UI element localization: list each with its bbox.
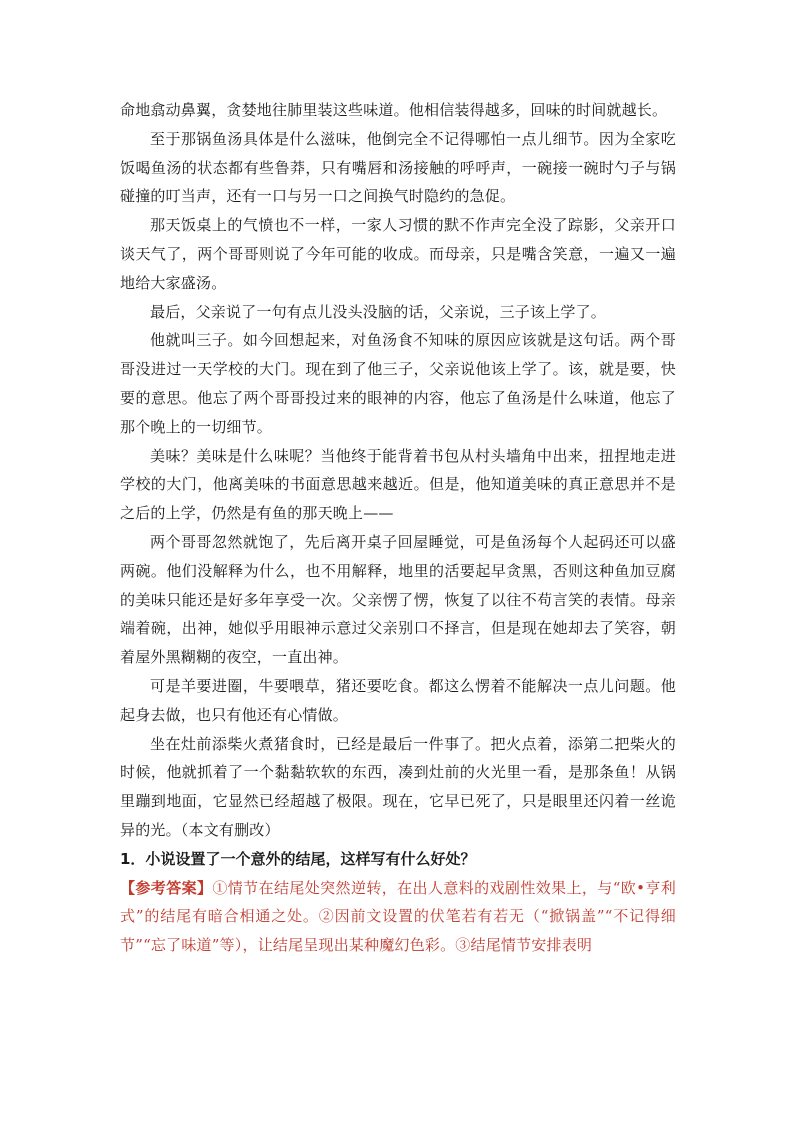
paragraph-9: 坐在灶前添柴火煮猪食时，已经是最后一件事了。把火点着，添第二把柴火的时候，他就抓着了一个黏黏软软的东西，凑到灶前的火光里一看，是那条鱼！从锅里蹦到地面，它显然已经超越了极限。现在，它早已死了，只是眼里还闪着一丝诡异的光。（本文有删改） bbox=[120, 734, 676, 839]
answer-text: ①情节在结尾处突然逆转，在出人意料的戏剧性效果上，与“欧•亨利式”的结尾有暗合相通之处。②因前文设置的伏笔若有若无（“掀锅盖”“不记得细节”“忘了味道”等），让结尾呈现出某种魔幻色彩。③结尾情节安排表明 bbox=[120, 878, 676, 955]
paragraph-2: 至于那锅鱼汤具体是什么滋味，他倒完全不记得哪怕一点儿细节。因为全家吃饭喝鱼汤的状态都有些鲁莽，只有嘴唇和汤接触的呼呼声，一碗接一碗时勺子与锅碰撞的叮当声，还有一口与另一口之间换气时隐约的急促。 bbox=[120, 129, 676, 206]
paragraph-4: 最后，父亲说了一句有点儿没头没脑的话，父亲说，三子该上学了。 bbox=[150, 302, 607, 321]
answer-label: 【参考答案】 bbox=[120, 878, 213, 897]
document-content bbox=[120, 96, 676, 960]
paragraph-7: 两个哥哥忽然就饱了，先后离开桌子回屋睡觉，可是鱼汤每个人起码还可以盛两碗。他们没解释为什么，也不用解释，地里的活要起早贪黑，否则这种鱼加豆腐的美味只能还是好多年享受一次。父亲愣了愣，恢复了以往不苟言笑的表情。母亲端着碗，出神，她似乎用眼神示意过父亲别口不择言，但是现在她却去了笑容，朝着屋外黑糊糊的夜空，一直出神。 bbox=[120, 532, 676, 667]
paragraph-1: 命地翕动鼻翼，贪婪地往肺里装这些味道。他相信装得越多，回味的时间就越长。 bbox=[120, 101, 668, 119]
paragraph-6: 美味？美味是什么味呢？当他终于能背着书包从村头墙角中出来，扭捏地走进学校的大门，他离美味的书面意思越来越近。但是，他知道美味的真正意思并不是之后的上学，仍然是有鱼的那天晚上—— bbox=[120, 446, 676, 523]
paragraph-3: 那天饭桌上的气愤也不一样，一家人习惯的默不作声完全没了踪影，父亲开口谈天气了，两个哥哥则说了今年可能的收成。而母亲，只是嘴含笑意，一遍又一遍地给大家盛汤。 bbox=[120, 216, 676, 292]
question-1: 1．小说设置了一个意外的结尾，这样写有什么好处？ bbox=[120, 849, 476, 868]
paragraph-5: 他就叫三子。如今回想起来，对鱼汤食不知味的原因应该就是这句话。两个哥哥没进过一天学校的大门。现在到了他三子，父亲说他该上学了。该，就是要，快要的意思。他忘了两个哥哥投过来的眼神的内容，他忘了鱼汤是什么味道，他忘了那个晚上的一切细节。 bbox=[120, 331, 676, 436]
answer-block bbox=[120, 874, 676, 960]
paragraph-8: 可是羊要进圈，牛要喂草，猪还要吃食。都这么愣着不能解决一点儿问题。他起身去做，也只有他还有心情做。 bbox=[120, 676, 676, 724]
